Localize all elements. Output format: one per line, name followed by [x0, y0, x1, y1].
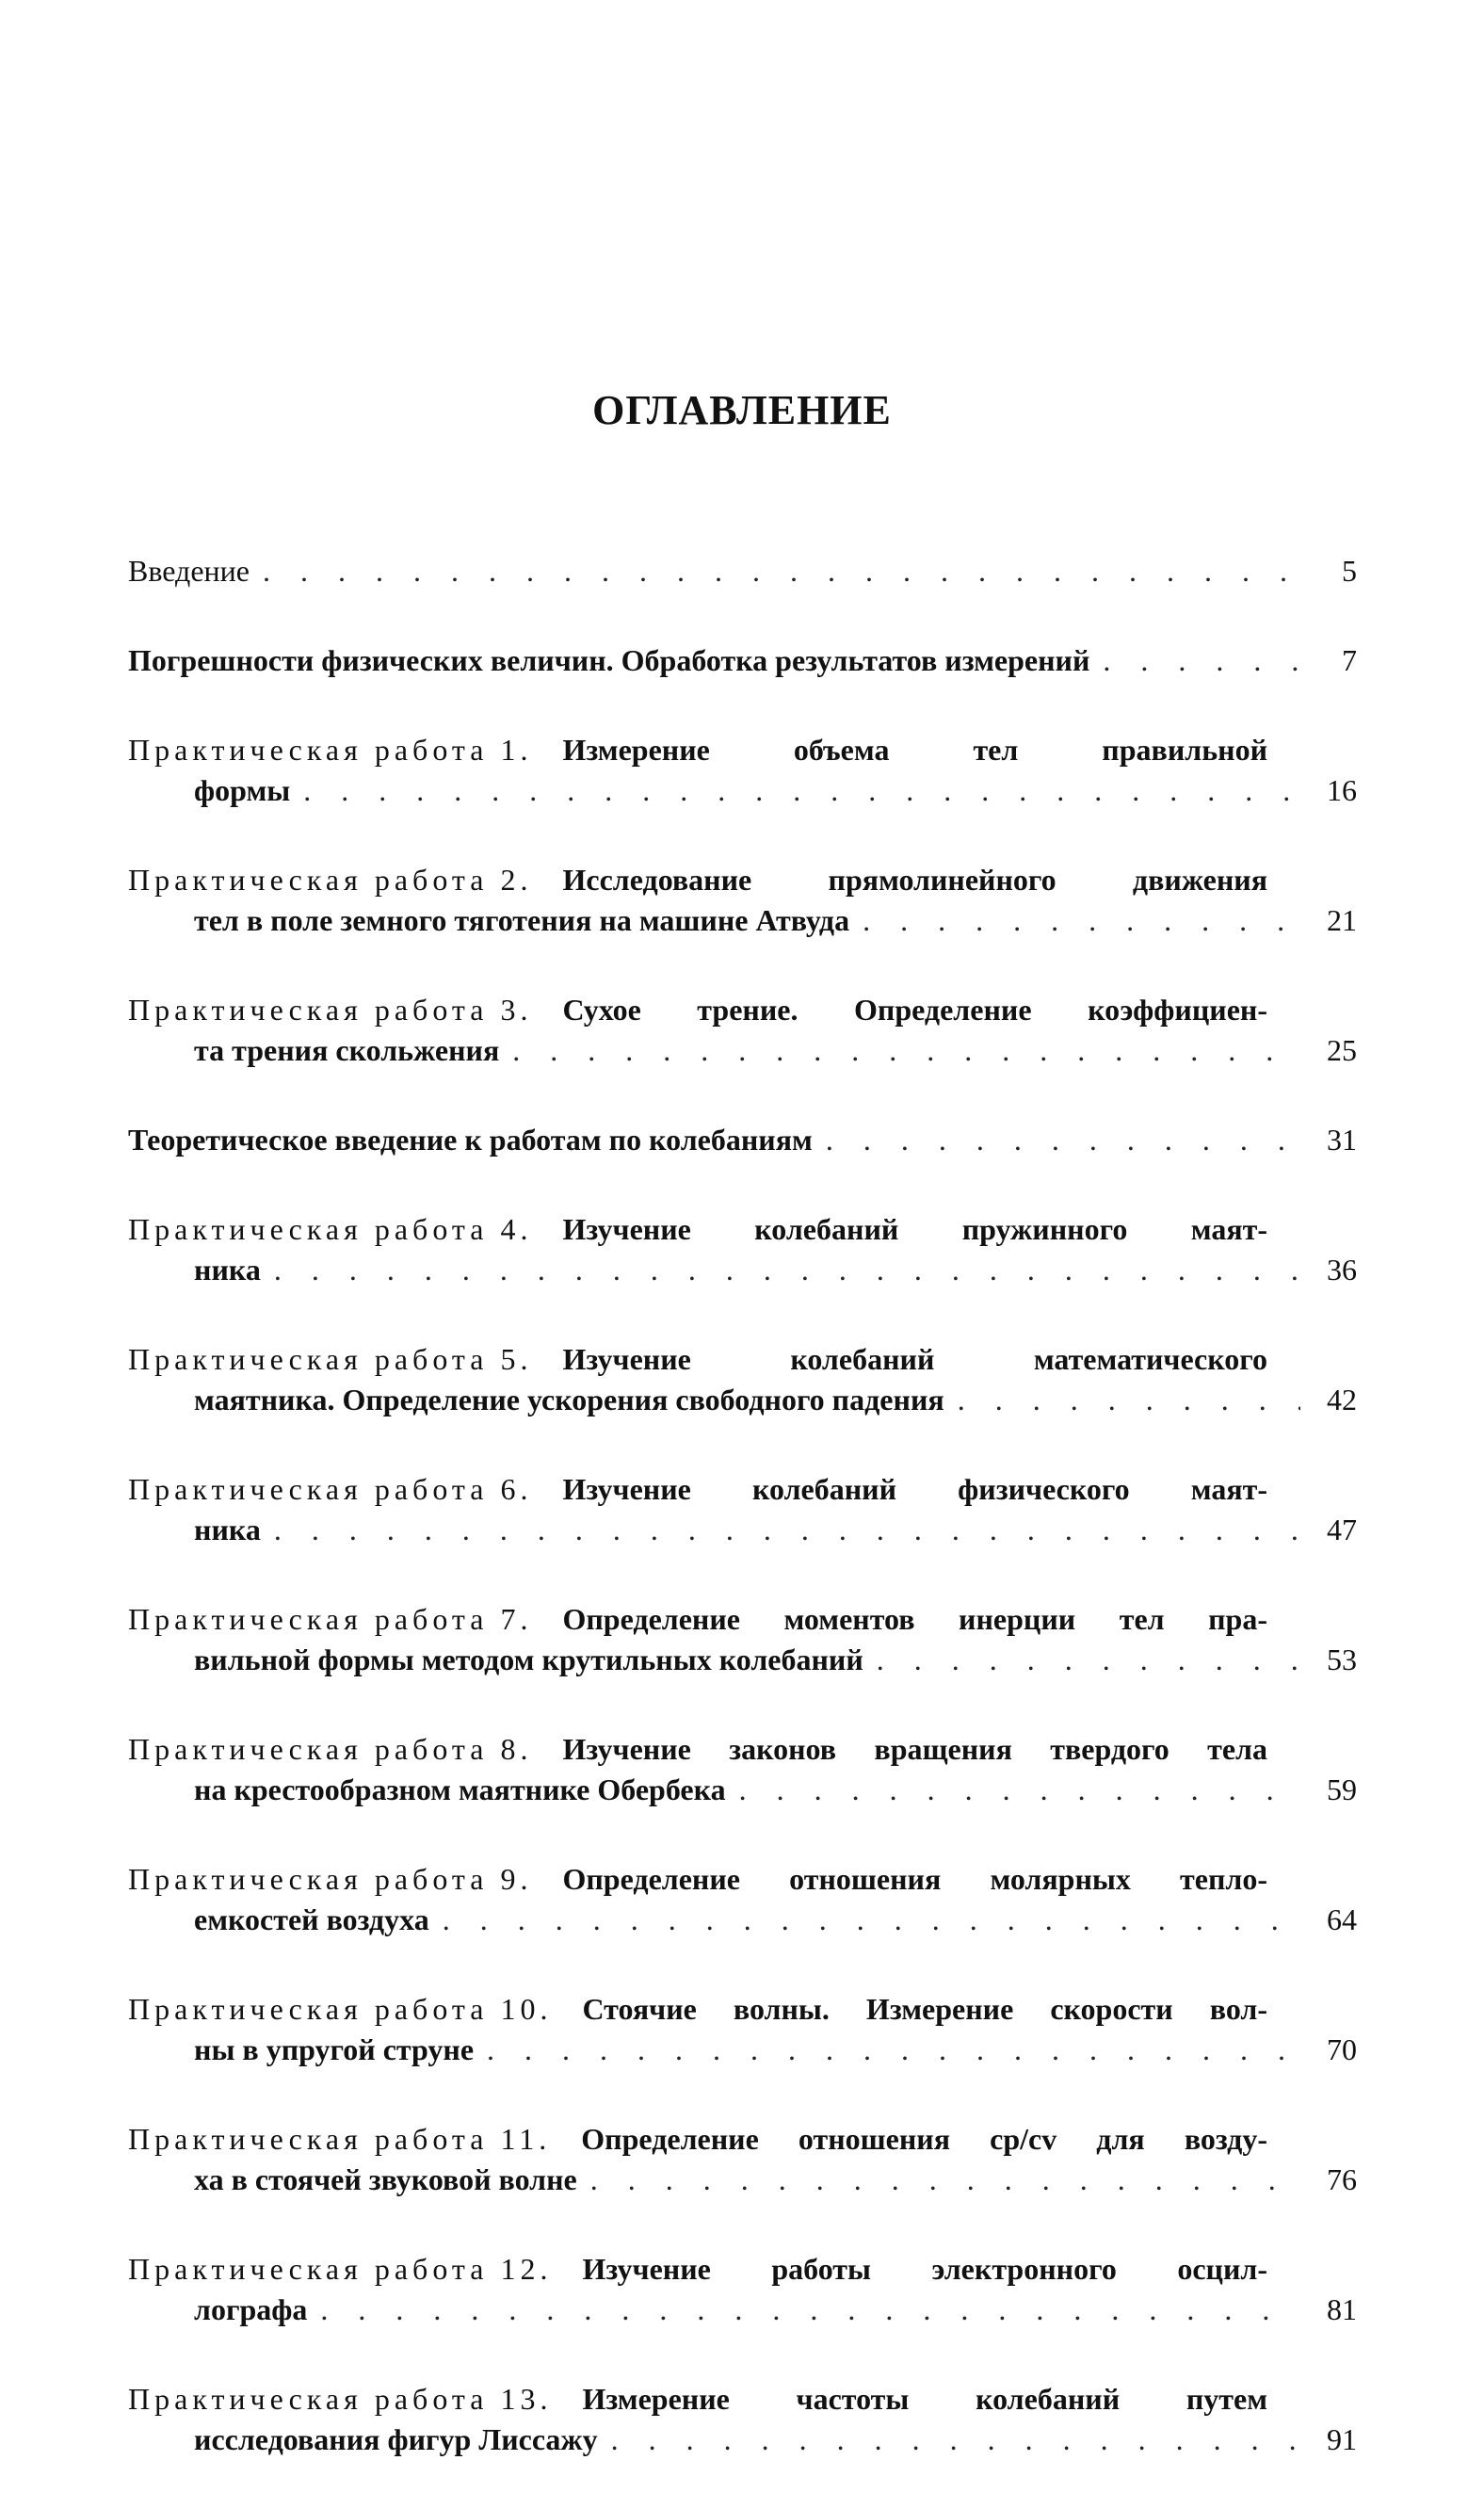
toc-entry-title-line2: та трения скольжения: [194, 1033, 500, 1067]
leader-dots: [611, 2420, 1300, 2460]
toc-entry-label: Практическая работа 7.: [128, 1602, 533, 1636]
toc-entry-title-line1: Изучение колебаний физического маят-: [562, 1472, 1267, 1506]
toc-entry-oscillations-intro[interactable]: [128, 1120, 1357, 1160]
toc-entry-title-line1: Стоячие волны. Измерение скорости вол-: [582, 1992, 1267, 2026]
toc-entry-title-line2: формы: [194, 773, 291, 807]
toc-entry-title-line1: Изучение колебаний пружинного маят-: [562, 1212, 1267, 1246]
toc-page-number: 64: [1327, 1902, 1357, 1936]
toc-entry-title-line1: Изучение колебаний математического: [562, 1342, 1267, 1376]
toc-entry-title-line2: ха в стоячей звуковой волне: [194, 2162, 577, 2196]
toc-entry-work-4[interactable]: [128, 1209, 1357, 1290]
leader-dots: [958, 1380, 1300, 1420]
toc-page-number: 5: [1342, 554, 1357, 588]
toc-entry-work-7[interactable]: [128, 1599, 1357, 1680]
toc-entry-label: Практическая работа 9.: [128, 1862, 533, 1896]
page-title: ОГЛАВЛЕНИЕ: [592, 387, 892, 433]
toc-entry-label: Практическая работа 11.: [128, 2122, 552, 2156]
toc-entry-label: Практическая работа 6.: [128, 1472, 533, 1506]
toc-entry-label: Практическая работа 1.: [128, 733, 533, 767]
toc-page-number: 76: [1327, 2162, 1357, 2196]
toc-page-number: 81: [1327, 2292, 1357, 2326]
toc-entry-label: Практическая работа 5.: [128, 1342, 533, 1376]
toc-page-number: 47: [1327, 1513, 1357, 1546]
leader-dots: [274, 1510, 1300, 1550]
toc-entry-title-line2: тел в поле земного тяготения на машине Атвуда: [194, 903, 850, 937]
toc-entry-work-10[interactable]: [128, 1989, 1357, 2070]
leader-dots: [487, 2030, 1300, 2070]
toc-entry-work-5[interactable]: [128, 1339, 1357, 1420]
leader-dots: [263, 551, 1300, 591]
toc-entry-label: Практическая работа 3.: [128, 993, 533, 1027]
toc-page-number: 53: [1327, 1643, 1357, 1676]
toc-page-number: 91: [1327, 2422, 1357, 2456]
toc-entry-title-line1: Измерение частоты колебаний путем: [582, 2382, 1267, 2416]
leader-dots: [739, 1770, 1300, 1810]
toc-page-number: 31: [1327, 1123, 1357, 1157]
toc-entry-work-3[interactable]: [128, 990, 1357, 1071]
toc-entry-title-line2: ника: [194, 1253, 261, 1287]
toc-entry-title: Погрешности физических величин. Обработка результатов измерений: [128, 643, 1090, 677]
toc-entry-title-line2: на крестообразном маятнике Обербека: [194, 1772, 726, 1806]
leader-dots: [303, 770, 1300, 811]
toc-entry-work-12[interactable]: [128, 2249, 1357, 2330]
leader-dots: [863, 900, 1300, 941]
toc-entry-work-1[interactable]: [128, 730, 1357, 811]
toc-entry-work-9[interactable]: [128, 1859, 1357, 1940]
toc-entry-title-line1: Измерение объема тел правильной: [562, 733, 1267, 767]
toc-page-number: 70: [1327, 2032, 1357, 2066]
toc-entry-title-line1: Изучение законов вращения твердого тела: [562, 1732, 1267, 1766]
toc-entry-label: Практическая работа 4.: [128, 1212, 533, 1246]
leader-dots: [443, 1900, 1300, 1940]
toc-entry-work-8[interactable]: [128, 1729, 1357, 1810]
toc-entry-introduction[interactable]: [128, 551, 1357, 591]
toc-entry-label: Практическая работа 12.: [128, 2252, 553, 2286]
toc-entry-title-line2: ника: [194, 1513, 261, 1546]
toc-page-number: 7: [1342, 643, 1357, 677]
toc-entry-title-line1: Определение моментов инерции тел пра-: [562, 1602, 1267, 1636]
leader-dots: [826, 1120, 1300, 1160]
toc-page-number: 21: [1327, 903, 1357, 937]
toc-entry-title: Теоретическое введение к работам по колебаниям: [128, 1123, 813, 1157]
toc-entry-title: Введение: [128, 554, 250, 588]
toc-page-number: 36: [1327, 1253, 1357, 1287]
toc-entry-title-line1: Определение отношения cp/cv для возду-: [581, 2122, 1267, 2156]
toc-page-number: 59: [1327, 1772, 1357, 1806]
leader-dots: [320, 2290, 1300, 2330]
toc-entry-title-line2: маятника. Определение ускорения свободного падения: [194, 1383, 944, 1416]
toc-entry-work-6[interactable]: [128, 1469, 1357, 1550]
toc-page-number: 42: [1327, 1383, 1357, 1416]
leader-dots: [590, 2160, 1300, 2200]
toc-entry-label: Практическая работа 8.: [128, 1732, 533, 1766]
toc-entry-title-line2: ны в упругой струне: [194, 2032, 475, 2066]
leader-dots: [1103, 640, 1300, 681]
leader-dots: [877, 1640, 1300, 1680]
toc-entry-work-2[interactable]: [128, 860, 1357, 941]
toc-entry-title-line2: лографа: [194, 2292, 308, 2326]
toc-entry-work-11[interactable]: [128, 2119, 1357, 2200]
toc-entry-errors[interactable]: [128, 640, 1357, 681]
toc-entry-work-13[interactable]: [128, 2379, 1357, 2460]
toc-entry-title-line1: Исследование прямолинейного движения: [562, 863, 1267, 897]
toc-entry-title-line1: Сухое трение. Определение коэффициен-: [562, 993, 1267, 1027]
toc-page-number: 16: [1327, 773, 1357, 807]
table-of-contents: [128, 551, 1357, 2509]
toc-page-number: 25: [1327, 1033, 1357, 1067]
toc-entry-title-line1: Изучение работы электронного осцил-: [582, 2252, 1267, 2286]
leader-dots: [512, 1030, 1300, 1071]
toc-entry-title-line1: Определение отношения молярных тепло-: [562, 1862, 1267, 1896]
toc-entry-label: Практическая работа 2.: [128, 863, 533, 897]
toc-entry-title-line2: исследования фигур Лиссажу: [194, 2422, 598, 2456]
leader-dots: [274, 1250, 1300, 1290]
toc-entry-label: Практическая работа 13.: [128, 2382, 553, 2416]
toc-entry-label: Практическая работа 10.: [128, 1992, 553, 2026]
toc-entry-title-line2: вильной формы методом крутильных колебаний: [194, 1643, 863, 1676]
toc-entry-title-line2: емкостей воздуха: [194, 1902, 429, 1936]
